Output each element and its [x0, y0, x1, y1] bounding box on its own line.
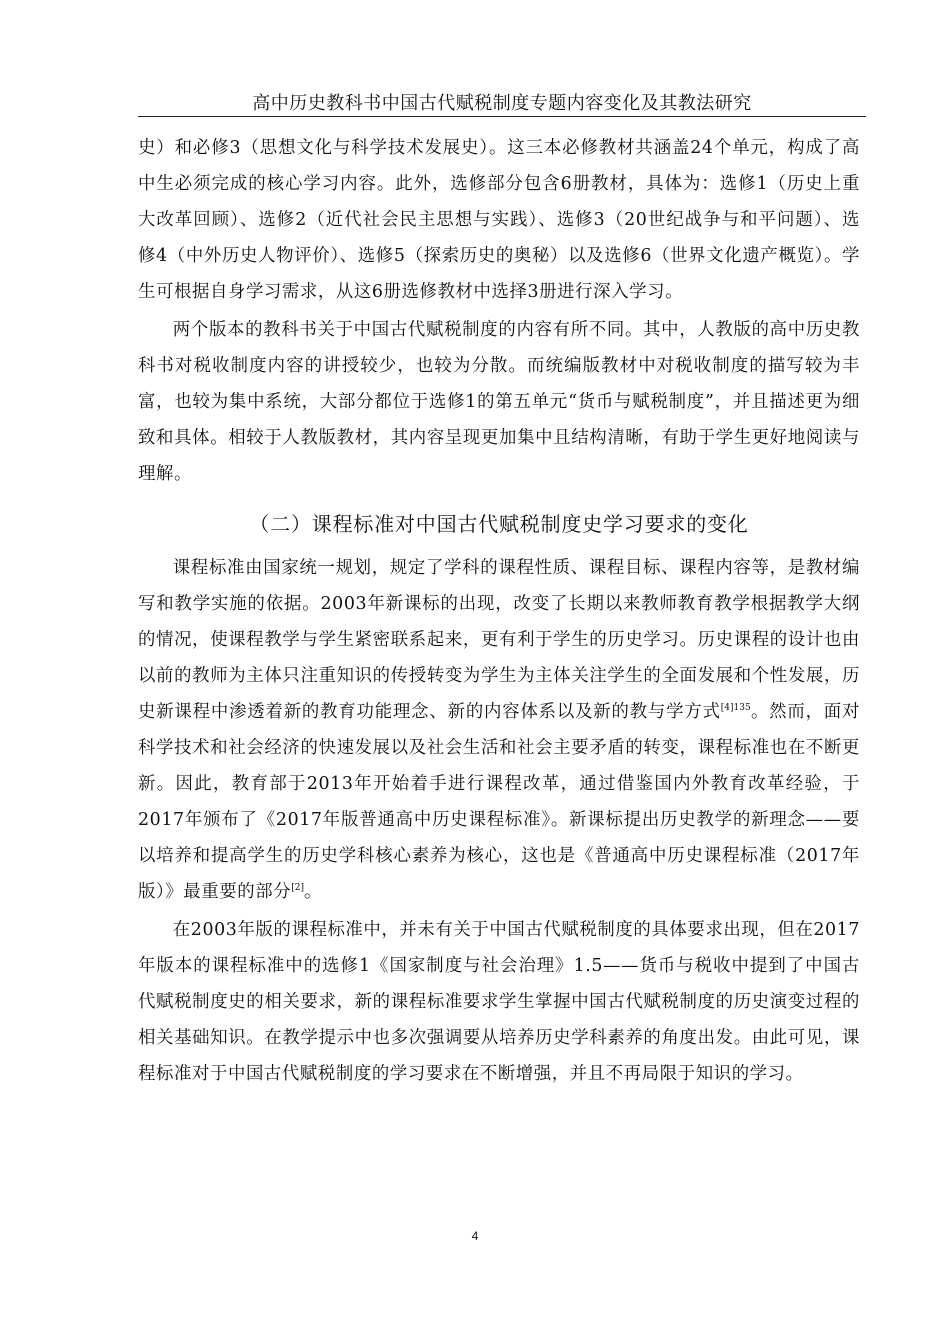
paragraph-version-comparison: 两个版本的教科书关于中国古代赋税制度的内容有所不同。其中，人教版的高中历史教科书对税收制度内容的讲授较少，也较为分散。而统编版教材中对税收制度的描写较为丰富，也较为集中系统，大部分都位于选修1的第五单元“货币与赋税制度”，并且描述更为细致和具体。相较于人教版教材，其内容呈现更加集中且结构清晰，有助于学生更好地阅读与理解。 [138, 320, 860, 484]
section-heading: （二）课程标准对中国古代赋税制度史学习要求的变化 [249, 512, 749, 536]
citation-superscript: [4]135 [720, 703, 751, 714]
paragraph-text: 。 [303, 882, 322, 902]
paragraph-text: 课程标准由国家统一规划，规定了学科的课程性质、课程目标、课程内容等，是教材编写和教学实施的依据。2003年新课标的出现，改变了长期以来教师教育教学根据教学大纲的情况，使课程教学与学生紧密联系起来，更有利于学生的历史学习。历史课程的设计也由以前的教师为主体只注重知识的传授转变为学生为主体关注学生的全面发展和个性发展，历史新课程中渗透着新的教育功能理念、新的内容体系以及新的教与学方式 [138, 558, 860, 722]
paragraph-curriculum-standards [138, 550, 860, 910]
page-header-title: 高中历史教科书中国古代赋税制度专题内容变化及其教法研究 [138, 92, 866, 117]
paragraph-textbook-structure: 史）和必修3（思想文化与科学技术发展史）。这三本必修教材共涵盖24个单元，构成了高中生必须完成的核心学习内容。此外，选修部分包含6册教材，具体为：选修1（历史上重大改革回顾）、选修2（近代社会民主思想与实践）、选修3（20世纪战争与和平问题）、选修4（中外历史人物评价）、选修5（探索历史的奥秘）以及选修6（世界文化遗产概览）。学生可根据自身学习需求，从这6册选修教材中选择3册进行深入学习。 [138, 138, 860, 302]
document-body [138, 130, 860, 1092]
paragraph-text: 。然而，面对科学技术和社会经济的快速发展以及社会生活和社会主要矛盾的转变，课程标准也在不断更新。因此，教育部于2013年开始着手进行课程改革，通过借鉴国内外教育改革经验，于2017年颁布了《2017年版普通高中历史课程标准》。新课标提出历史教学的新理念——要以培养和提高学生的历史学科核心素养为核心，这也是《普通高中历史课程标准（2017年版）》最重要的部分 [138, 702, 861, 902]
page-number: 4 [471, 1229, 479, 1243]
citation-superscript: [2] [291, 883, 304, 894]
paragraph-2003-vs-2017: 在2003年版的课程标准中，并未有关于中国古代赋税制度的具体要求出现，但在2017年版本的课程标准中的选修1《国家制度与社会治理》1.5——货币与税收中提到了中国古代赋税制度史的相关要求，新的课程标准要求学生掌握中国古代赋税制度的历史演变过程的相关基础知识。在教学提示中也多次强调要从培养历史学科素养的角度出发。由此可见，课程标准对于中国古代赋税制度的学习要求在不断增强，并且不再局限于知识的学习。 [138, 920, 860, 1084]
